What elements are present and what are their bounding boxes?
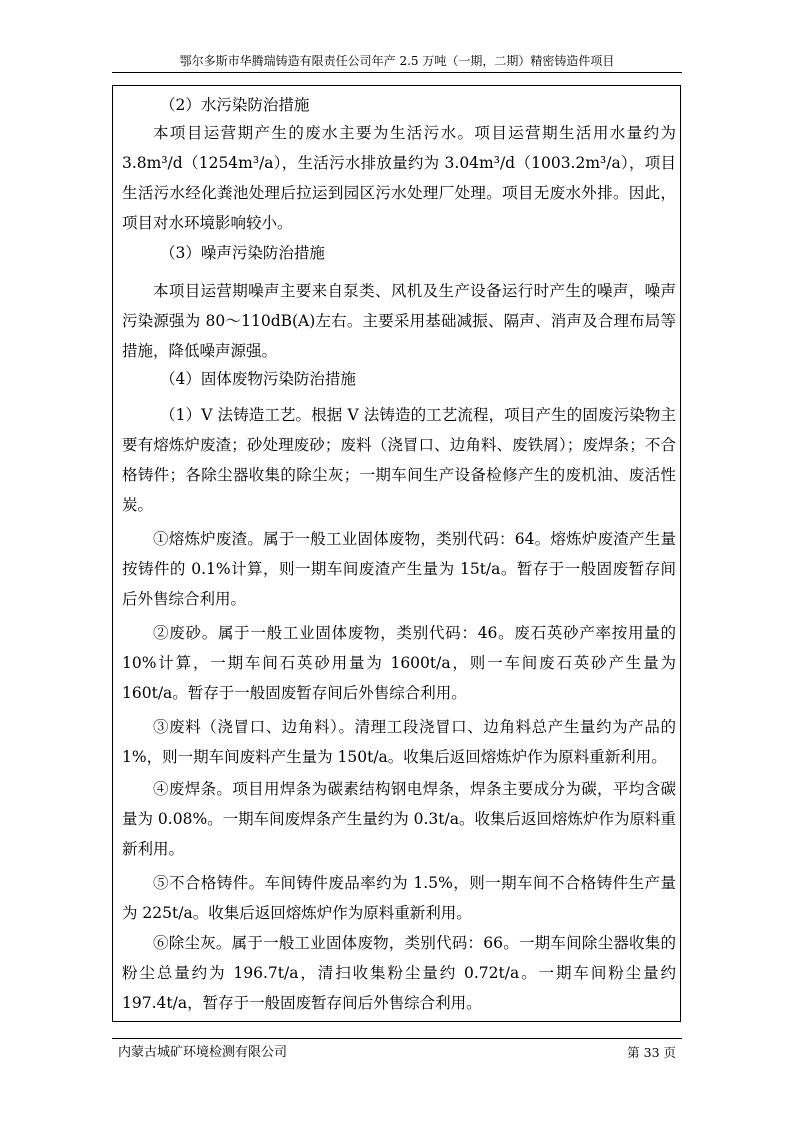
- paragraph-waste-material: ③废料（浇冒口、边角料）。清理工段浇冒口、边角料总产生量约为产品的1%，则一期车间废料产生量为 150t/a。收集后返回熔炼炉作为原料重新利用。: [122, 718, 676, 766]
- footer-company: 内蒙古城矿环境检测有限公司: [118, 1045, 288, 1060]
- footer-rule: [112, 1038, 682, 1039]
- heading-solid-waste: （4）固体废物污染防治措施: [160, 370, 356, 388]
- paragraph-defective-castings: ⑤不合格铸件。车间铸件废品率约为 1.5%，则一期车间不合格铸件生产量为 225t/a。收集后返回熔炼炉作为原料重新利用。: [122, 874, 676, 922]
- paragraph-waste-sand: ②废砂。属于一般工业固体废物，类别代码：46。废石英砂产率按用量的10%计算，一期车间石英砂用量为 1600t/a，则一车间废石英砂产生量为 160t/a。暂存于一般固废暂存间后外售综合利用。: [122, 624, 676, 702]
- header-rule: [112, 72, 682, 73]
- paragraph-v-method-casting: （1）V 法铸造工艺。根据 V 法铸造的工艺流程，项目产生的固废污染物主要有熔炼炉废渣；砂处理废砂；废料（浇冒口、边角料、废铁屑）；废焊条；不合格铸件；各除尘器收集的除尘灰；一期车间生产设备检修产生的废机油、废活性炭。: [122, 406, 676, 514]
- page-header-title: 鄂尔多斯市华腾瑞铸造有限责任公司年产 2.5 万吨（一期，二期）精密铸造件项目: [179, 54, 615, 68]
- heading-water-pollution: （2）水污染防治措施: [160, 96, 310, 114]
- paragraph-noise-pollution: 本项目运营期噪声主要来自泵类、风机及生产设备运行时产生的噪声，噪声污染源强为 80～110dB(A)左右。主要采用基础减振、隔声、消声及合理布局等措施，降低噪声源强。: [122, 282, 676, 360]
- paragraph-water-pollution: 本项目运营期产生的废水主要为生活污水。项目运营期生活用水量约为3.8m³/d（1254m³/a），生活污水排放量约为 3.04m³/d（1003.2m³/a），项目生活污水经化粪池处理后拉运到园区污水处理厂处理。项目无废水外排。因此，项目对水环境影响较小。: [122, 124, 676, 232]
- footer-page-number: 第 33 页: [627, 1045, 676, 1060]
- heading-noise-pollution: （3）噪声污染防治措施: [160, 244, 325, 262]
- paragraph-dust-ash: ⑥除尘灰。属于一般工业固体废物，类别代码：66。一期车间除尘器收集的粉尘总量约为 196.7t/a，清扫收集粉尘量约 0.72t/a。一期车间粉尘量约 197.4t/a，暂存于一般固废暂存间后外售综合利用。: [122, 934, 676, 1012]
- paragraph-waste-welding-rod: ④废焊条。项目用焊条为碳素结构钢电焊条，焊条主要成分为碳，平均含碳量为 0.08%。一期车间废焊条产生量约为 0.3t/a。收集后返回熔炼炉作为原料重新利用。: [122, 780, 676, 858]
- paragraph-furnace-slag: ①熔炼炉废渣。属于一般工业固体废物，类别代码：64。熔炼炉废渣产生量按铸件的 0.1%计算，则一期车间废渣产生量为 15t/a。暂存于一般固废暂存间后外售综合利用。: [122, 530, 676, 608]
